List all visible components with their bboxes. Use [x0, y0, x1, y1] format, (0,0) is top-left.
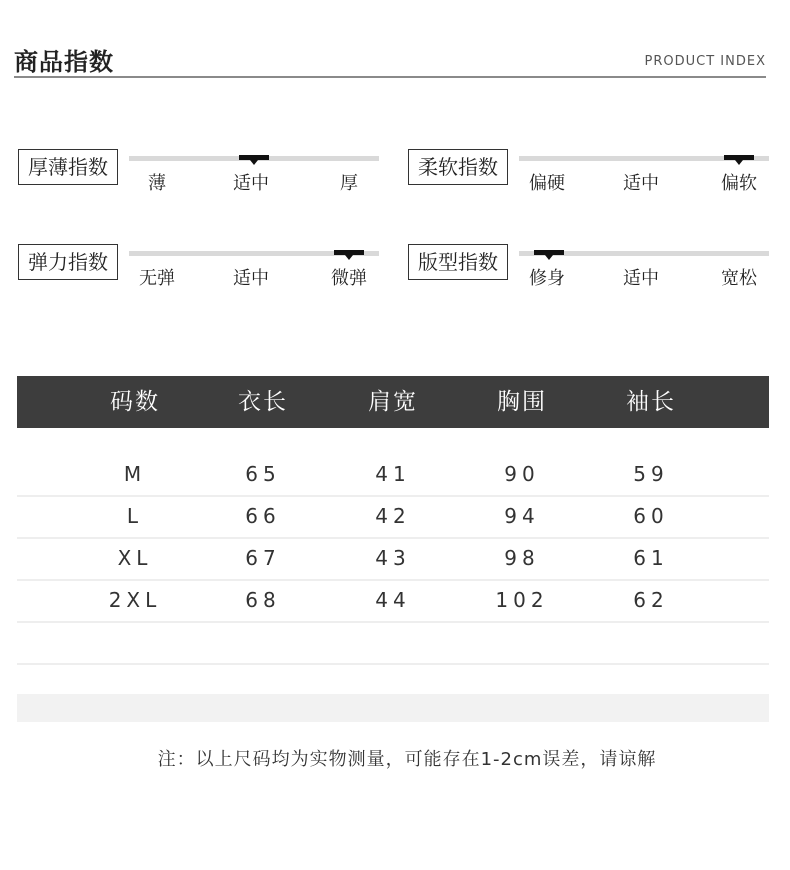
cell-size: M [123, 462, 147, 486]
index-scale-bar [519, 156, 769, 161]
index-thickness [18, 149, 378, 209]
table-row [17, 579, 769, 623]
index-level-marker [334, 250, 364, 255]
cell-size: XL [117, 546, 153, 570]
index-label: 弹力指数 [18, 244, 118, 280]
size-table-header [17, 376, 769, 428]
index-option-high: 宽松 [721, 268, 757, 289]
index-option-high: 微弹 [331, 268, 367, 289]
index-elasticity [18, 244, 378, 304]
section-header [14, 40, 766, 78]
section-subtitle: PRODUCT INDEX [644, 54, 766, 69]
index-option-mid: 适中 [623, 268, 659, 289]
cell-chest: 102 [495, 588, 549, 612]
index-level-marker [239, 155, 269, 160]
cell-length: 68 [245, 588, 281, 612]
cell-shoulder: 42 [375, 504, 411, 528]
table-row [17, 453, 769, 497]
index-option-high: 偏软 [721, 173, 757, 194]
table-footer-band [17, 694, 769, 722]
column-header-sleeve: 袖长 [626, 389, 676, 415]
section-title: 商品指数 [14, 48, 114, 76]
cell-chest: 94 [504, 504, 540, 528]
index-option-low: 偏硬 [529, 173, 565, 194]
cell-shoulder: 44 [375, 588, 411, 612]
table-row [17, 537, 769, 581]
index-scale-bar [129, 156, 379, 161]
index-label: 厚薄指数 [18, 149, 118, 185]
column-header-size: 码数 [110, 389, 160, 415]
table-row [17, 495, 769, 539]
index-label: 版型指数 [408, 244, 508, 280]
cell-length: 67 [245, 546, 281, 570]
index-scale-bar [129, 251, 379, 256]
cell-sleeve: 60 [633, 504, 669, 528]
index-level-marker [724, 155, 754, 160]
index-fit [408, 244, 768, 304]
column-header-shoulder: 肩宽 [368, 389, 418, 415]
index-level-marker [534, 250, 564, 255]
column-header-chest: 胸围 [497, 389, 547, 415]
index-option-high: 厚 [340, 173, 358, 194]
cell-shoulder: 43 [375, 546, 411, 570]
cell-sleeve: 62 [633, 588, 669, 612]
cell-length: 65 [245, 462, 281, 486]
column-header-length: 衣长 [238, 389, 288, 415]
index-label: 柔软指数 [408, 149, 508, 185]
cell-chest: 98 [504, 546, 540, 570]
cell-shoulder: 41 [375, 462, 411, 486]
cell-sleeve: 59 [633, 462, 669, 486]
index-option-mid: 适中 [233, 173, 269, 194]
cell-size: 2XL [108, 588, 162, 612]
index-option-mid: 适中 [233, 268, 269, 289]
index-softness [408, 149, 768, 209]
measurement-note: 注：以上尺码均为实物测量，可能存在1-2cm误差，请谅解 [157, 749, 657, 770]
cell-chest: 90 [504, 462, 540, 486]
index-option-mid: 适中 [623, 173, 659, 194]
table-row-empty [17, 621, 769, 665]
index-scale-bar [519, 251, 769, 256]
index-option-low: 薄 [148, 173, 166, 194]
cell-sleeve: 61 [633, 546, 669, 570]
cell-size: L [126, 504, 144, 528]
index-option-low: 无弹 [139, 268, 175, 289]
cell-length: 66 [245, 504, 281, 528]
index-option-low: 修身 [529, 268, 565, 289]
